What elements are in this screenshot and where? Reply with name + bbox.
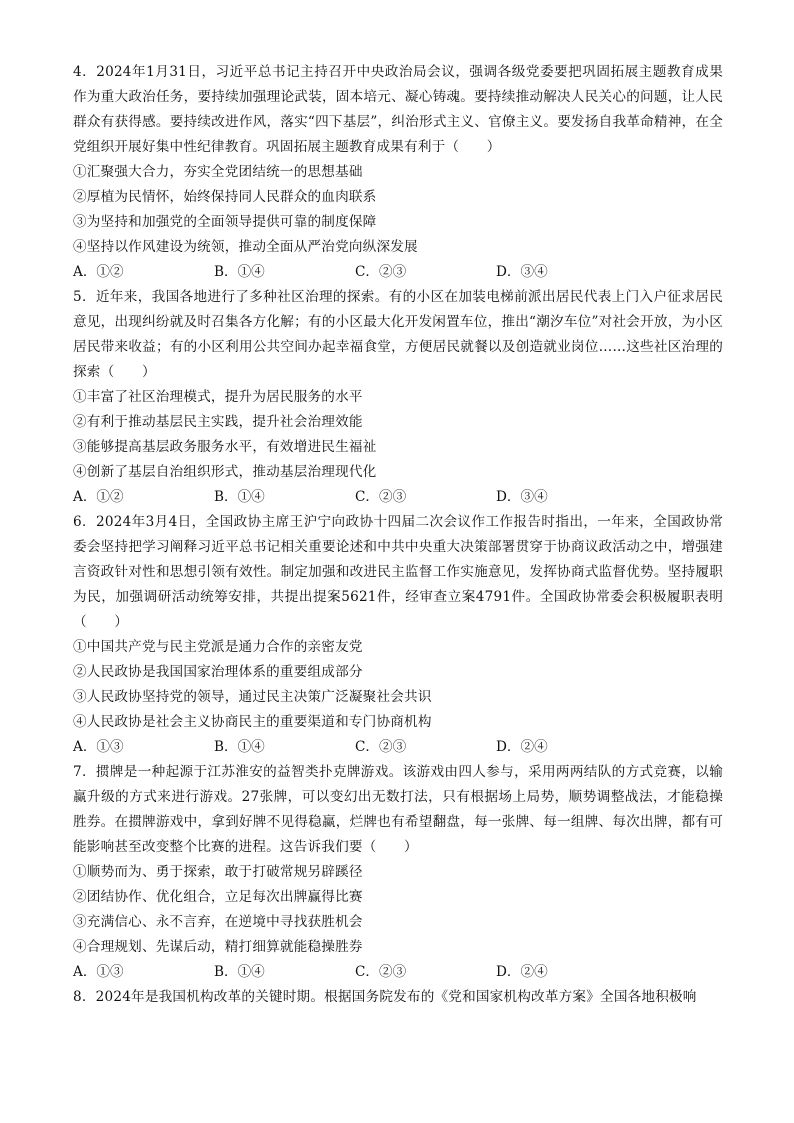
option-1: ①汇聚强大合力，夯实全党团结统一的思想基础 (73, 164, 363, 180)
question-stem: 5．近年来，我国各地进行了多种社区治理的探索。有的小区在加装电梯前派出居民代表上门入户征求居民意见，出现纠纷就及时召集各方化解；有的小区最大化开发闲置车位，推出“潮汐车位”对社会开放，为小区居民带来收益；有的小区利用公共空间办起幸福食堂，方便居民就餐以及创造就业岗位……这些社区治理的探索（ ） (73, 289, 723, 380)
option-4: ④人民政协是社会主义协商民主的重要渠道和专门协商机构 (73, 714, 432, 730)
option-3: ③为坚持和加强党的全面领导提供可靠的制度保障 (73, 214, 377, 230)
choice-d: D．②④ (496, 739, 548, 755)
answer-choices (73, 260, 723, 285)
choice-b: B．①④ (214, 489, 265, 505)
question-4 (73, 60, 723, 285)
answer-choices (73, 735, 723, 760)
option-3: ③人民政协坚持党的领导，通过民主决策广泛凝聚社会共识 (73, 689, 432, 705)
choice-d: D．③④ (496, 264, 548, 280)
choice-d: D．②④ (496, 964, 548, 980)
option-3: ③充满信心、永不言弃，在逆境中寻找获胜机会 (73, 914, 363, 930)
option-1: ①丰富了社区治理模式，提升为居民服务的水平 (73, 389, 363, 405)
option-4: ④合理规划、先谋后动，精打细算就能稳操胜券 (73, 939, 363, 955)
choice-c: C．②③ (355, 489, 407, 505)
option-2: ②团结协作、优化组合，立足每次出牌赢得比赛 (73, 889, 363, 905)
choice-b: B．①④ (214, 964, 265, 980)
question-8-stem: 8．2024年是我国机构改革的关键时期。根据国务院发布的《党和国家机构改革方案》全国各地积极响 (73, 989, 697, 1005)
option-2: ②厚植为民情怀，始终保持同人民群众的血肉联系 (73, 189, 377, 205)
option-2: ②人民政协是我国国家治理体系的重要组成部分 (73, 664, 363, 680)
question-7 (73, 760, 723, 985)
option-1: ①顺势而为、勇于探索，敢于打破常规另辟蹊径 (73, 864, 363, 880)
question-stem: 6．2024年3月4日，全国政协主席王沪宁向政协十四届二次会议作工作报告时指出，一年来，全国政协常委会坚持把学习阐释习近平总书记相关重要论述和中共中央重大决策部署贯穿于协商议政活动之中，增强建言资政针对性和思想引领有效性。制定加强和改进民主监督工作实施意见，发挥协商式监督优势。坚持履职为民，加强调研活动统筹安排，共提出提案5621件，经审查立案4791件。全国政协常委会积极履职表明（ ） (73, 514, 723, 630)
question-stem: 7．掼牌是一种起源于江苏淮安的益智类扑克牌游戏。该游戏由四人参与，采用两两结队的方式竞赛，以输赢升级的方式来进行游戏。27张牌，可以变幻出无数打法，只有根据场上局势，顺势调整战法，才能稳操胜券。在掼牌游戏中，拿到好牌不见得稳赢，烂牌也有希望翻盘，每一张牌、每一组牌、每次出牌，都有可能影响甚至改变整个比赛的进程。这告诉我们要（ ） (73, 764, 723, 855)
answer-choices (73, 485, 723, 510)
choice-b: B．①④ (214, 739, 265, 755)
answer-choices (73, 960, 723, 985)
choice-c: C．②③ (355, 264, 407, 280)
choice-c: C．②③ (355, 739, 407, 755)
option-3: ③能够提高基层政务服务水平，有效增进民生福祉 (73, 439, 377, 455)
choice-d: D．③④ (496, 489, 548, 505)
question-5 (73, 285, 723, 510)
question-stem: 4．2024年1月31日，习近平总书记主持召开中央政治局会议，强调各级党委要把巩固拓展主题教育成果作为重大政治任务，要持续加强理论武装，固本培元、凝心铸魂。要持续推动解决人民关心的问题，让人民群众有获得感。要持续改进作风，落实“四下基层”，纠治形式主义、官僚主义。要发扬自我革命精神，在全党组织开展好集中性纪律教育。巩固拓展主题教育成果有利于（ ） (73, 64, 723, 155)
option-4: ④坚持以作风建设为统领，推动全面从严治党向纵深发展 (73, 239, 418, 255)
choice-a: A．①② (73, 489, 124, 505)
choice-c: C．②③ (355, 964, 407, 980)
choice-a: A．①② (73, 264, 124, 280)
choice-a: A．①③ (73, 739, 124, 755)
option-1: ①中国共产党与民主党派是通力合作的亲密友党 (73, 639, 363, 655)
choice-b: B．①④ (214, 264, 265, 280)
option-2: ②有利于推动基层民主实践，提升社会治理效能 (73, 414, 363, 430)
option-4: ④创新了基层自治组织形式，推动基层治理现代化 (73, 464, 377, 480)
choice-a: A．①③ (73, 964, 124, 980)
question-6 (73, 510, 723, 760)
exam-page (73, 60, 723, 1010)
